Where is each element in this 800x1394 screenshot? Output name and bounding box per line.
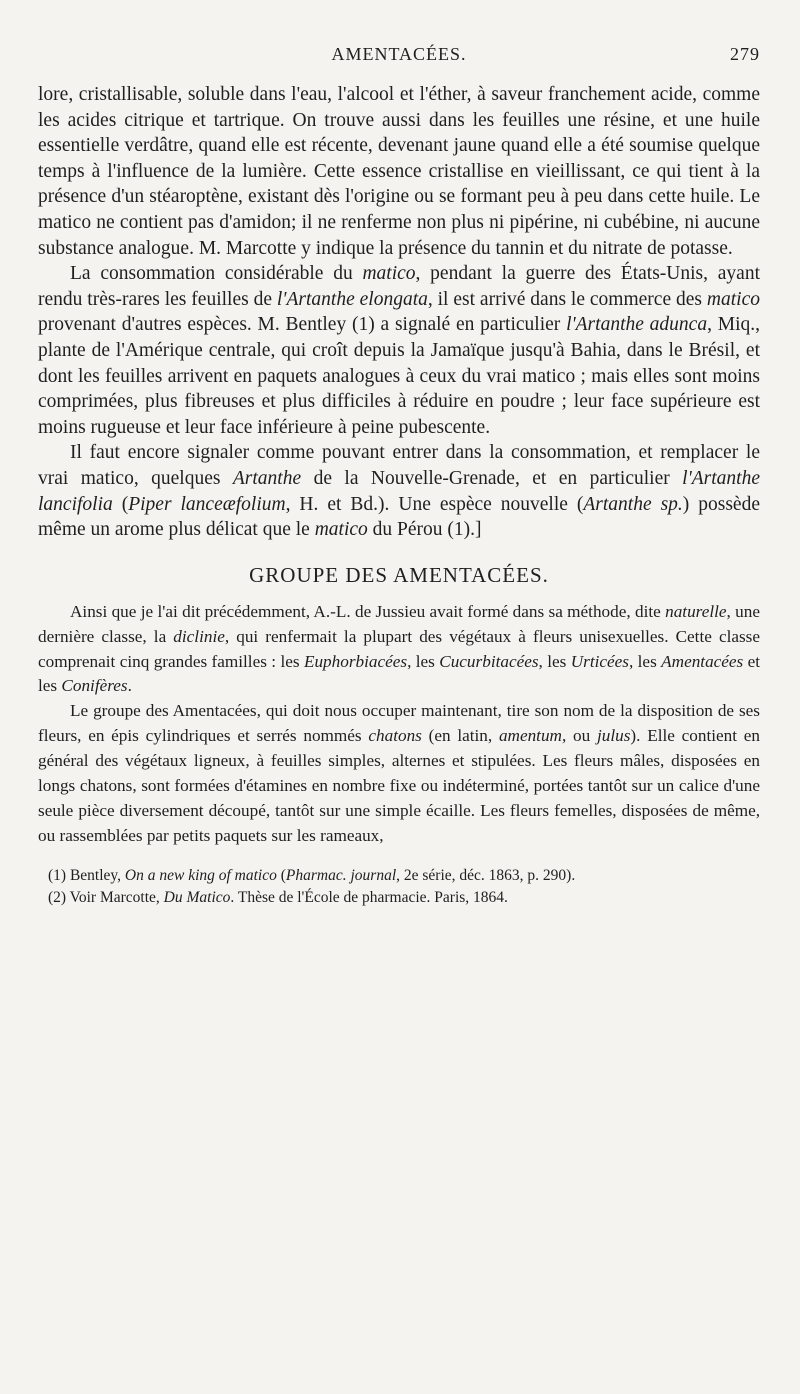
italic-run: julus <box>596 726 631 746</box>
book-page <box>38 44 760 1364</box>
text-run: , ou <box>561 726 597 746</box>
italic-run: matico <box>314 519 368 541</box>
text-run: La consommation considérable du <box>70 263 363 285</box>
text-run: provenant d'autres espèces. M. Bentley (1) a signalé en particulier <box>38 314 567 336</box>
italic-run: matico <box>362 263 416 285</box>
text-run: . Thèse de l'École de pharmacie. Paris, 1864. <box>230 888 508 906</box>
text-run: , les <box>628 651 662 671</box>
italic-run: l'Artanthe elongata <box>276 288 428 310</box>
italic-run: l'Artanthe lancifolia <box>38 467 761 515</box>
text-run: de la Nouvelle-Grenade, et en particulier <box>301 467 683 489</box>
paragraph-4 <box>38 600 760 700</box>
paragraph-5 <box>38 699 760 848</box>
italic-run: Piper lanceæfolium <box>128 493 286 515</box>
section-heading: GROUPE DES AMENTACÉES. <box>249 562 549 587</box>
text-run: , 2e série, déc. 1863, p. 290). <box>396 866 576 884</box>
text-run: , qui renfermait la plupart des végétaux à fleurs unisexuelles. Cette classe comprenait cinq grandes familles : les <box>38 626 760 671</box>
text-run: Le groupe des Amentacées, qui doit nous occuper maintenant, tire son nom de la disposition de ses fleurs, en épis cylindriques et serrés nommés <box>38 701 760 746</box>
page-number: 279 <box>730 44 760 64</box>
text-run: Il faut encore signaler comme pouvant entrer dans la consommation, et remplacer le vrai matico, quelques <box>38 442 760 489</box>
text-run: , les <box>538 651 571 671</box>
italic-run: Pharmac. journal <box>285 866 397 884</box>
text-run: et les <box>38 651 761 696</box>
italic-run: On a new king of matico <box>124 866 277 884</box>
paragraph-1: lore, cristallisable, soluble dans l'eau, l'alcool et l'éther, à saveur franchement acide, comme les acides citrique et tartrique. On trouve aussi dans les feuilles une résine, et une huile essentielle verdâtre, quand elle est récente, devenant jaune quand elle a été soumise quelque temps à l'influence de la lumière. Cette essence cristallise en vieillissant, ce qui tient à la présence d'un stéaroptène, existant dès l'origine ou se formant peu à peu dans cette huile. Le matico ne contient pas d'amidon; il ne renferme non plus ni pipérine, ni cubébine, ni aucune substance analogue. M. Marcotte y indique la présence du tannin et du nitrate de potasse. <box>38 84 760 259</box>
italic-run: amentum <box>498 726 562 746</box>
text-run: Ainsi que je l'ai dit précédemment, A.-L. de Jussieu avait formé dans sa méthode, dite <box>70 601 666 621</box>
footnotes <box>38 865 760 909</box>
italic-run: Amentacées <box>661 651 744 671</box>
italic-run: Conifères <box>61 676 128 696</box>
italic-run: Cucurbitacées <box>439 651 539 671</box>
text-run: . <box>127 676 132 696</box>
text-run: (1) Bentley, <box>48 866 125 884</box>
section-text <box>38 600 760 849</box>
text-run: du Pérou (1).] <box>367 519 482 541</box>
text-run: (2) Voir Marcotte, <box>48 888 164 906</box>
text-run: , Miq., plante de l'Amérique centrale, qui croît depuis la Jamaïque jusqu'à Bahia, dans le Brésil, et dont les feuilles arrivent en paquets analogues à ceux du vrai matico ; mais elles sont moins comprimées, plus fibreuses et plus difficiles à réduire en poudre ; leur face supérieure est moins rugueuse et leur face inférieure à peine pubescente. <box>38 314 760 438</box>
paragraph-2 <box>38 261 760 440</box>
italic-run: Du Matico <box>163 888 231 906</box>
text-run: (en latin, <box>421 726 499 746</box>
text-run: ). Elle contient en général des végétaux ligneux, à feuilles simples, alternes et stipulées. Les fleurs mâles, disposées en longs chatons, sont formées d'étamines en nombre fixe ou indéterminé, portées tantôt sur un calice d'une seule pièce diversement découpé, tantôt sur une simple écaille. Les fleurs femelles, disposées de même, ou rassemblées par petits paquets sur les rameaux, <box>38 726 760 845</box>
italic-run: naturelle <box>665 601 727 621</box>
text-run: , une dernière classe, la <box>38 601 760 646</box>
text-run: , les <box>407 651 440 671</box>
text-run: ) possède même un arome plus délicat que le <box>38 493 760 541</box>
text-run: , H. et Bd.). Une espèce nouvelle ( <box>285 493 584 515</box>
italic-run: diclinie <box>173 626 225 646</box>
footnote-2 <box>38 887 760 909</box>
footnote-1 <box>38 865 760 887</box>
italic-run: chatons <box>368 726 422 746</box>
text-run: , pendant la guerre des États-Unis, ayant rendu très-rares les feuilles de <box>38 263 760 310</box>
italic-run: Artanthe sp. <box>583 493 683 515</box>
italic-run: Urticées <box>570 651 629 671</box>
italic-run: Artanthe <box>232 467 302 489</box>
text-run: ( <box>276 866 286 884</box>
italic-run: matico <box>706 288 760 310</box>
running-head <box>38 44 760 70</box>
paragraph-3 <box>38 440 760 542</box>
body-text <box>38 82 760 543</box>
running-title: AMENTACÉES. <box>331 44 467 64</box>
text-run: ( <box>112 493 129 515</box>
italic-run: l'Artanthe adunca <box>566 314 708 336</box>
italic-run: Euphorbiacées <box>303 651 408 671</box>
text-run: , il est arrivé dans le commerce des <box>427 288 707 310</box>
